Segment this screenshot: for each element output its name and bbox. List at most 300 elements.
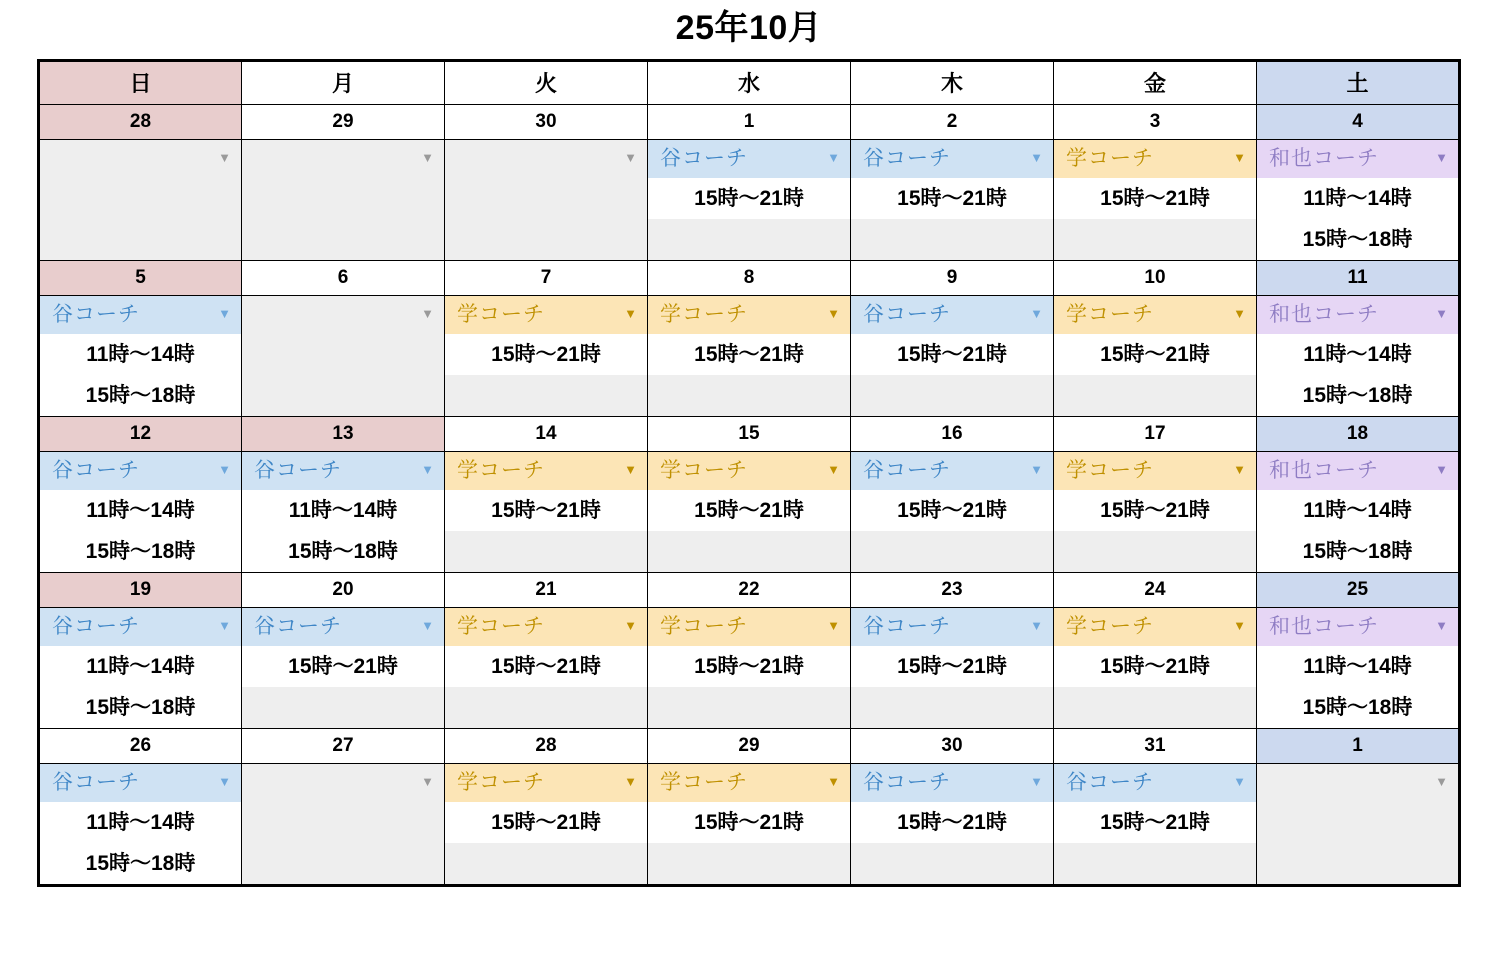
coach-select-label: 谷コーチ xyxy=(863,615,951,639)
coach-select[interactable] xyxy=(851,608,1053,646)
chevron-down-icon[interactable]: ▼ xyxy=(1435,774,1448,790)
empty-time-slot xyxy=(242,802,444,843)
time-slot: 15時〜21時 xyxy=(851,178,1053,219)
time-slot: 15時〜21時 xyxy=(648,178,850,219)
coach-select[interactable] xyxy=(445,296,647,334)
coach-select-label: 和也コーチ xyxy=(1269,459,1379,483)
coach-select[interactable] xyxy=(40,140,241,178)
weekday-header-wed: 水 xyxy=(648,60,851,104)
time-slot-list xyxy=(40,178,241,260)
time-slot: 15時〜18時 xyxy=(242,531,444,572)
time-slot: 11時〜14時 xyxy=(1257,178,1458,219)
coach-select[interactable] xyxy=(40,608,241,646)
empty-time-slot xyxy=(1054,375,1256,416)
coach-select[interactable] xyxy=(1054,140,1256,178)
chevron-down-icon[interactable]: ▼ xyxy=(1233,150,1246,166)
coach-select-label: 谷コーチ xyxy=(660,147,748,171)
coach-select-label xyxy=(254,772,261,793)
day-cell xyxy=(445,607,648,728)
time-slot-list xyxy=(242,490,444,572)
day-cell xyxy=(648,763,851,885)
empty-time-slot xyxy=(1257,802,1458,843)
day-content-row xyxy=(39,607,1460,728)
chevron-down-icon[interactable]: ▼ xyxy=(218,774,231,790)
time-slot-list xyxy=(242,334,444,416)
coach-select[interactable] xyxy=(648,296,850,334)
time-slot-list xyxy=(1257,178,1458,260)
coach-select-label: 谷コーチ xyxy=(52,615,140,639)
coach-select-label: 学コーチ xyxy=(457,303,545,327)
time-slot-list xyxy=(851,802,1053,884)
time-slot-list xyxy=(40,334,241,416)
chevron-down-icon[interactable]: ▼ xyxy=(624,150,637,166)
time-slot: 11時〜14時 xyxy=(40,802,241,843)
time-slot: 11時〜14時 xyxy=(242,490,444,531)
day-number: 30 xyxy=(851,728,1054,763)
day-cell xyxy=(39,139,242,260)
time-slot-list xyxy=(1054,178,1256,260)
time-slot: 11時〜14時 xyxy=(40,646,241,687)
chevron-down-icon[interactable]: ▼ xyxy=(421,150,434,166)
time-slot-list xyxy=(242,178,444,260)
time-slot-list xyxy=(851,490,1053,572)
empty-time-slot xyxy=(648,219,850,260)
time-slot: 11時〜14時 xyxy=(1257,490,1458,531)
day-number: 1 xyxy=(1257,728,1460,763)
day-cell xyxy=(1054,295,1257,416)
coach-select-label xyxy=(254,148,261,169)
coach-select-label xyxy=(1269,772,1276,793)
day-cell xyxy=(39,451,242,572)
time-slot-list xyxy=(648,646,850,728)
day-cell xyxy=(445,139,648,260)
coach-select[interactable] xyxy=(648,140,850,178)
empty-time-slot xyxy=(1054,843,1256,884)
calendar-table xyxy=(37,59,1461,887)
empty-time-slot xyxy=(242,843,444,884)
day-cell xyxy=(1054,763,1257,885)
day-cell xyxy=(445,295,648,416)
coach-select-label: 谷コーチ xyxy=(863,459,951,483)
time-slot: 15時〜21時 xyxy=(648,646,850,687)
chevron-down-icon[interactable]: ▼ xyxy=(421,462,434,478)
time-slot: 11時〜14時 xyxy=(40,334,241,375)
coach-select[interactable] xyxy=(1054,296,1256,334)
coach-select-label: 和也コーチ xyxy=(1269,615,1379,639)
coach-select[interactable] xyxy=(445,452,647,490)
coach-select[interactable] xyxy=(242,764,444,802)
chevron-down-icon[interactable]: ▼ xyxy=(218,306,231,322)
time-slot-list xyxy=(1054,802,1256,884)
coach-select[interactable] xyxy=(1257,140,1458,178)
weekday-header-mon: 月 xyxy=(242,60,445,104)
time-slot: 15時〜21時 xyxy=(1054,802,1256,843)
coach-select-label: 谷コーチ xyxy=(254,459,342,483)
coach-select[interactable] xyxy=(851,296,1053,334)
time-slot-list xyxy=(1257,334,1458,416)
coach-select-label: 谷コーチ xyxy=(863,147,951,171)
chevron-down-icon[interactable]: ▼ xyxy=(1030,462,1043,478)
empty-time-slot xyxy=(648,375,850,416)
coach-select[interactable] xyxy=(1054,608,1256,646)
day-number: 22 xyxy=(648,572,851,607)
coach-select-label: 谷コーチ xyxy=(863,771,951,795)
time-slot-list xyxy=(40,490,241,572)
day-content-row xyxy=(39,763,1460,885)
time-slot-list xyxy=(1054,334,1256,416)
chevron-down-icon[interactable]: ▼ xyxy=(1233,306,1246,322)
day-number: 12 xyxy=(39,416,242,451)
day-cell xyxy=(39,763,242,885)
chevron-down-icon[interactable]: ▼ xyxy=(827,150,840,166)
chevron-down-icon[interactable]: ▼ xyxy=(218,462,231,478)
time-slot: 15時〜18時 xyxy=(1257,375,1458,416)
day-cell xyxy=(1054,607,1257,728)
time-slot: 11時〜14時 xyxy=(1257,646,1458,687)
time-slot: 15時〜21時 xyxy=(445,802,647,843)
day-number: 27 xyxy=(242,728,445,763)
time-slot: 15時〜18時 xyxy=(1257,531,1458,572)
time-slot-list xyxy=(242,646,444,728)
coach-select[interactable] xyxy=(242,452,444,490)
weekday-header-row xyxy=(39,60,1460,104)
time-slot: 15時〜21時 xyxy=(648,490,850,531)
chevron-down-icon[interactable]: ▼ xyxy=(624,774,637,790)
day-number: 28 xyxy=(445,728,648,763)
time-slot-list xyxy=(445,334,647,416)
time-slot: 15時〜21時 xyxy=(445,334,647,375)
empty-time-slot xyxy=(445,178,647,219)
time-slot-list xyxy=(1054,646,1256,728)
day-number: 7 xyxy=(445,260,648,295)
day-number: 21 xyxy=(445,572,648,607)
day-number-row xyxy=(39,416,1460,451)
coach-select-label: 学コーチ xyxy=(1066,615,1154,639)
day-cell xyxy=(445,763,648,885)
empty-time-slot xyxy=(242,687,444,728)
coach-select-label: 学コーチ xyxy=(1066,303,1154,327)
empty-time-slot xyxy=(445,531,647,572)
time-slot-list xyxy=(1257,802,1458,884)
time-slot-list xyxy=(40,802,241,884)
coach-select[interactable] xyxy=(1257,608,1458,646)
day-number: 3 xyxy=(1054,104,1257,139)
coach-select[interactable] xyxy=(40,296,241,334)
empty-time-slot xyxy=(242,178,444,219)
time-slot-list xyxy=(851,334,1053,416)
chevron-down-icon[interactable]: ▼ xyxy=(1435,462,1448,478)
time-slot: 11時〜14時 xyxy=(40,490,241,531)
chevron-down-icon[interactable]: ▼ xyxy=(827,618,840,634)
empty-time-slot xyxy=(648,531,850,572)
coach-select-label: 谷コーチ xyxy=(52,459,140,483)
chevron-down-icon[interactable]: ▼ xyxy=(1435,150,1448,166)
chevron-down-icon[interactable]: ▼ xyxy=(1030,306,1043,322)
coach-select[interactable] xyxy=(851,452,1053,490)
day-number: 8 xyxy=(648,260,851,295)
empty-time-slot xyxy=(242,334,444,375)
day-number: 16 xyxy=(851,416,1054,451)
time-slot: 15時〜21時 xyxy=(1054,490,1256,531)
empty-time-slot xyxy=(445,843,647,884)
day-number: 15 xyxy=(648,416,851,451)
coach-select-label xyxy=(457,148,464,169)
coach-select[interactable] xyxy=(648,608,850,646)
coach-select[interactable] xyxy=(242,296,444,334)
coach-select[interactable] xyxy=(445,608,647,646)
time-slot-list xyxy=(445,490,647,572)
chevron-down-icon[interactable]: ▼ xyxy=(1030,150,1043,166)
coach-select-label: 学コーチ xyxy=(457,771,545,795)
day-cell xyxy=(851,139,1054,260)
coach-select[interactable] xyxy=(242,140,444,178)
time-slot-list xyxy=(40,646,241,728)
time-slot: 15時〜21時 xyxy=(445,646,647,687)
coach-select-label: 谷コーチ xyxy=(1066,771,1154,795)
weekday-header-fri: 金 xyxy=(1054,60,1257,104)
day-number: 2 xyxy=(851,104,1054,139)
chevron-down-icon[interactable]: ▼ xyxy=(1435,306,1448,322)
time-slot: 15時〜21時 xyxy=(648,334,850,375)
coach-select[interactable] xyxy=(1257,452,1458,490)
time-slot-list xyxy=(1257,646,1458,728)
coach-select[interactable] xyxy=(445,764,647,802)
day-number: 30 xyxy=(445,104,648,139)
chevron-down-icon[interactable]: ▼ xyxy=(1030,774,1043,790)
coach-select-label: 学コーチ xyxy=(660,303,748,327)
day-number-row xyxy=(39,572,1460,607)
coach-select-label xyxy=(52,148,59,169)
time-slot: 15時〜21時 xyxy=(851,802,1053,843)
empty-time-slot xyxy=(40,178,241,219)
day-content-row xyxy=(39,451,1460,572)
coach-select-label: 谷コーチ xyxy=(52,771,140,795)
time-slot: 15時〜21時 xyxy=(851,646,1053,687)
day-content-row xyxy=(39,295,1460,416)
chevron-down-icon[interactable]: ▼ xyxy=(1233,774,1246,790)
empty-time-slot xyxy=(242,219,444,260)
coach-select-label: 谷コーチ xyxy=(254,615,342,639)
time-slot-list xyxy=(648,334,850,416)
day-number: 26 xyxy=(39,728,242,763)
chevron-down-icon[interactable]: ▼ xyxy=(624,462,637,478)
empty-time-slot xyxy=(851,531,1053,572)
coach-select-label: 学コーチ xyxy=(660,771,748,795)
time-slot-list xyxy=(851,178,1053,260)
day-cell xyxy=(851,763,1054,885)
empty-time-slot xyxy=(445,219,647,260)
empty-time-slot xyxy=(851,687,1053,728)
day-cell xyxy=(39,295,242,416)
empty-time-slot xyxy=(1257,843,1458,884)
coach-select-label: 学コーチ xyxy=(660,459,748,483)
day-number: 20 xyxy=(242,572,445,607)
day-number: 1 xyxy=(648,104,851,139)
time-slot: 15時〜21時 xyxy=(242,646,444,687)
empty-time-slot xyxy=(648,843,850,884)
time-slot-list xyxy=(1054,490,1256,572)
time-slot: 15時〜21時 xyxy=(445,490,647,531)
day-cell xyxy=(1054,451,1257,572)
chevron-down-icon[interactable]: ▼ xyxy=(421,774,434,790)
empty-time-slot xyxy=(851,375,1053,416)
day-number: 29 xyxy=(242,104,445,139)
day-cell xyxy=(648,139,851,260)
weekday-header-sat: 土 xyxy=(1257,60,1460,104)
chevron-down-icon[interactable]: ▼ xyxy=(1030,618,1043,634)
chevron-down-icon[interactable]: ▼ xyxy=(1435,618,1448,634)
day-number-row xyxy=(39,728,1460,763)
day-cell xyxy=(1054,139,1257,260)
time-slot-list xyxy=(445,646,647,728)
day-cell xyxy=(1257,607,1460,728)
time-slot-list xyxy=(851,646,1053,728)
day-cell xyxy=(445,451,648,572)
day-cell xyxy=(1257,451,1460,572)
empty-time-slot xyxy=(851,219,1053,260)
time-slot: 15時〜18時 xyxy=(40,375,241,416)
coach-select[interactable] xyxy=(648,452,850,490)
weekday-header-thu: 木 xyxy=(851,60,1054,104)
coach-select-label: 谷コーチ xyxy=(52,303,140,327)
time-slot-list xyxy=(1257,490,1458,572)
page-title: 25年10月 xyxy=(675,9,823,47)
coach-select-label: 和也コーチ xyxy=(1269,303,1379,327)
chevron-down-icon[interactable]: ▼ xyxy=(624,618,637,634)
chevron-down-icon[interactable]: ▼ xyxy=(1233,618,1246,634)
day-cell xyxy=(1257,139,1460,260)
empty-time-slot xyxy=(1054,687,1256,728)
day-number: 13 xyxy=(242,416,445,451)
day-cell xyxy=(242,451,445,572)
chevron-down-icon[interactable]: ▼ xyxy=(624,306,637,322)
chevron-down-icon[interactable]: ▼ xyxy=(827,774,840,790)
day-cell xyxy=(851,451,1054,572)
time-slot-list xyxy=(648,802,850,884)
day-cell xyxy=(648,295,851,416)
chevron-down-icon[interactable]: ▼ xyxy=(218,618,231,634)
coach-select[interactable] xyxy=(851,140,1053,178)
time-slot-list xyxy=(445,802,647,884)
day-number: 31 xyxy=(1054,728,1257,763)
empty-time-slot xyxy=(40,219,241,260)
empty-time-slot xyxy=(445,375,647,416)
day-cell xyxy=(851,295,1054,416)
coach-select[interactable] xyxy=(1054,452,1256,490)
day-number: 9 xyxy=(851,260,1054,295)
empty-time-slot xyxy=(242,375,444,416)
coach-select[interactable] xyxy=(40,764,241,802)
time-slot: 15時〜21時 xyxy=(1054,178,1256,219)
day-number: 18 xyxy=(1257,416,1460,451)
empty-time-slot xyxy=(1054,531,1256,572)
day-number: 25 xyxy=(1257,572,1460,607)
day-cell xyxy=(851,607,1054,728)
coach-select-label xyxy=(254,304,261,325)
day-content-row xyxy=(39,139,1460,260)
time-slot: 15時〜18時 xyxy=(40,531,241,572)
time-slot: 15時〜21時 xyxy=(1054,334,1256,375)
day-cell xyxy=(1257,763,1460,885)
time-slot: 15時〜21時 xyxy=(851,490,1053,531)
chevron-down-icon[interactable]: ▼ xyxy=(827,462,840,478)
empty-time-slot xyxy=(445,687,647,728)
day-cell xyxy=(242,295,445,416)
time-slot-list xyxy=(445,178,647,260)
coach-select-label: 谷コーチ xyxy=(863,303,951,327)
day-number: 4 xyxy=(1257,104,1460,139)
day-number: 6 xyxy=(242,260,445,295)
day-number: 11 xyxy=(1257,260,1460,295)
day-cell xyxy=(648,451,851,572)
chevron-down-icon[interactable]: ▼ xyxy=(218,150,231,166)
day-cell xyxy=(242,763,445,885)
time-slot: 15時〜18時 xyxy=(40,687,241,728)
weekday-header-sun: 日 xyxy=(39,60,242,104)
day-cell xyxy=(242,139,445,260)
day-number: 14 xyxy=(445,416,648,451)
time-slot-list xyxy=(648,490,850,572)
empty-time-slot xyxy=(851,843,1053,884)
day-cell xyxy=(648,607,851,728)
empty-time-slot xyxy=(1054,219,1256,260)
empty-time-slot xyxy=(648,687,850,728)
day-cell xyxy=(242,607,445,728)
day-number-row xyxy=(39,104,1460,139)
coach-select-label: 学コーチ xyxy=(1066,147,1154,171)
time-slot: 15時〜21時 xyxy=(851,334,1053,375)
coach-select[interactable] xyxy=(1257,296,1458,334)
weekday-header-tue: 火 xyxy=(445,60,648,104)
day-number: 5 xyxy=(39,260,242,295)
coach-select[interactable] xyxy=(851,764,1053,802)
chevron-down-icon[interactable]: ▼ xyxy=(827,306,840,322)
coach-select-label: 和也コーチ xyxy=(1269,147,1379,171)
coach-select[interactable] xyxy=(1054,764,1256,802)
coach-select[interactable] xyxy=(445,140,647,178)
coach-select[interactable] xyxy=(242,608,444,646)
day-number: 19 xyxy=(39,572,242,607)
time-slot: 15時〜21時 xyxy=(1054,646,1256,687)
chevron-down-icon[interactable]: ▼ xyxy=(421,618,434,634)
time-slot: 15時〜18時 xyxy=(1257,687,1458,728)
coach-select-label: 学コーチ xyxy=(660,615,748,639)
coach-select[interactable] xyxy=(1257,764,1458,802)
coach-select[interactable] xyxy=(648,764,850,802)
time-slot: 15時〜18時 xyxy=(40,843,241,884)
day-number: 28 xyxy=(39,104,242,139)
day-number: 29 xyxy=(648,728,851,763)
day-number: 24 xyxy=(1054,572,1257,607)
time-slot: 15時〜21時 xyxy=(648,802,850,843)
day-number-row xyxy=(39,260,1460,295)
coach-select-label: 学コーチ xyxy=(1066,459,1154,483)
chevron-down-icon[interactable]: ▼ xyxy=(1233,462,1246,478)
chevron-down-icon[interactable]: ▼ xyxy=(421,306,434,322)
time-slot-list xyxy=(242,802,444,884)
time-slot-list xyxy=(648,178,850,260)
day-cell xyxy=(1257,295,1460,416)
day-number: 10 xyxy=(1054,260,1257,295)
day-number: 17 xyxy=(1054,416,1257,451)
coach-select[interactable] xyxy=(40,452,241,490)
time-slot: 11時〜14時 xyxy=(1257,334,1458,375)
day-cell xyxy=(39,607,242,728)
day-number: 23 xyxy=(851,572,1054,607)
time-slot: 15時〜18時 xyxy=(1257,219,1458,260)
coach-select-label: 学コーチ xyxy=(457,615,545,639)
coach-select-label: 学コーチ xyxy=(457,459,545,483)
